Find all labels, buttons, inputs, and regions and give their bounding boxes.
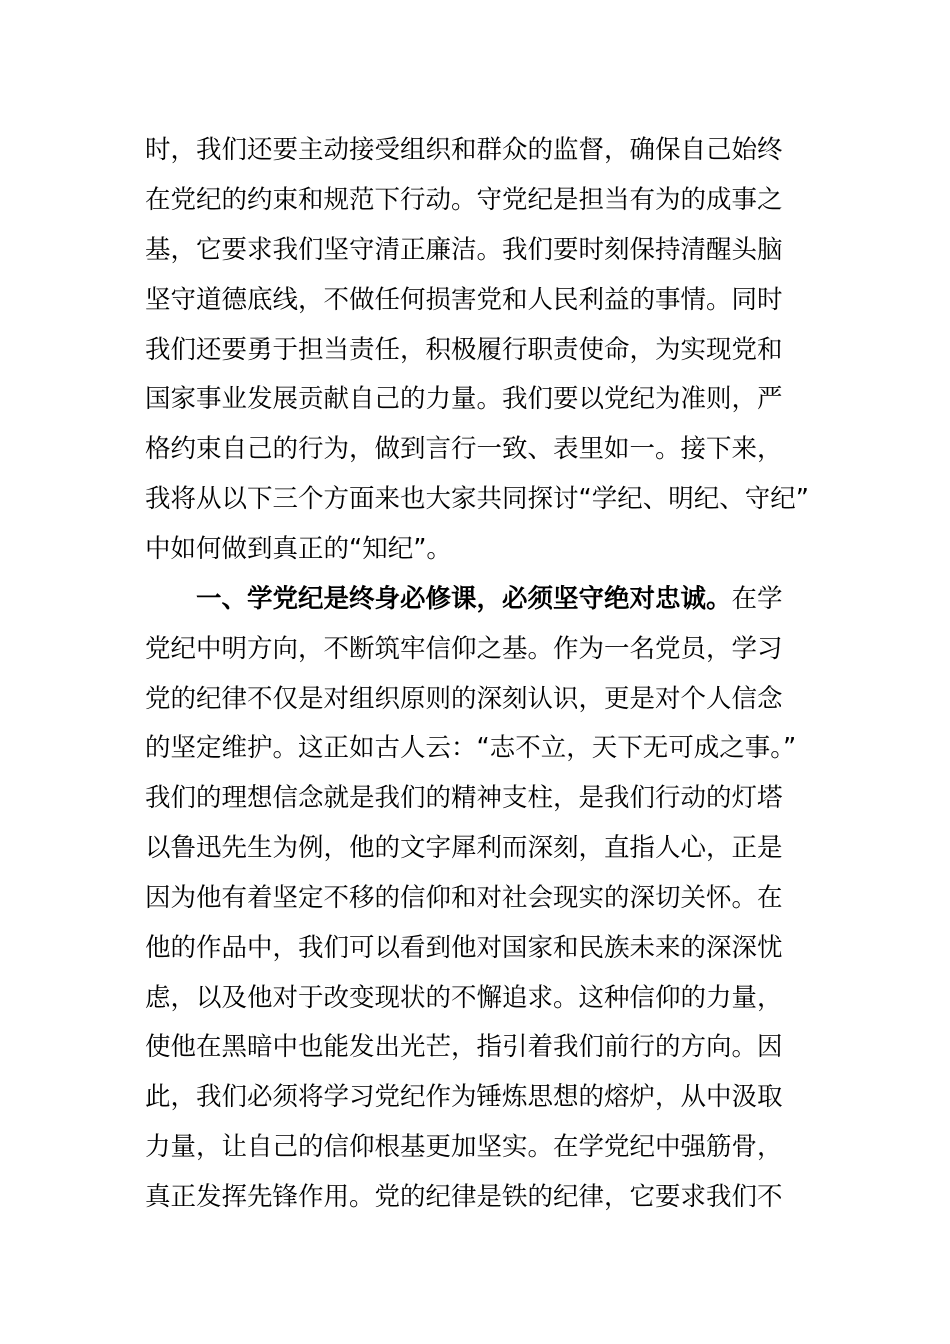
body-text-line: 以鲁迅先生为例，他的文字犀利而深刻，直指人心，正是 [145,833,783,863]
section-heading-tail: 在学 [731,584,783,614]
section-heading: 一、学党纪是终身必修课，必须坚守绝对忠诚。 [196,584,732,614]
body-text-line: 的坚定维护。这正如古人云：“志不立，天下无可成之事。” [145,733,797,763]
body-text-line: 中如何做到真正的“知纪”。 [145,534,452,564]
body-text-line: 虑，以及他对于改变现状的不懈追求。这种信仰的力量， [145,983,783,1013]
body-text-line: 基，它要求我们坚守清正廉洁。我们要时刻保持清醒头脑 [145,235,783,265]
body-text-line: 党纪中明方向，不断筑牢信仰之基。作为一名党员，学习 [145,634,783,664]
body-text-line: 国家事业发展贡献自己的力量。我们要以党纪为准则，严 [145,384,783,414]
body-text-line: 他的作品中，我们可以看到他对国家和民族未来的深深忧 [145,933,783,963]
body-text-line: 格约束自己的行为，做到言行一致、表里如一。接下来， [145,434,783,464]
body-text-line: 在党纪的约束和规范下行动。守党纪是担当有为的成事之 [145,185,783,215]
body-text-line: 力量，让自己的信仰根基更加坚实。在学党纪中强筋骨， [145,1132,783,1162]
body-text-line: 我将从以下三个方面来也大家共同探讨“学纪、明纪、守纪” [145,484,809,514]
body-text-line: 真正发挥先锋作用。党的纪律是铁的纪律，它要求我们不 [145,1182,783,1212]
body-text-line: 党的纪律不仅是对组织原则的深刻认识，更是对个人信念 [145,684,783,714]
body-text-line: 我们还要勇于担当责任，积极履行职责使命，为实现党和 [145,335,783,365]
body-text-line: 此，我们必须将学习党纪作为锤炼思想的熔炉，从中汲取 [145,1082,783,1112]
body-text-line: 因为他有着坚定不移的信仰和对社会现实的深切关怀。在 [145,883,783,913]
body-text-line: 使他在黑暗中也能发出光芒，指引着我们前行的方向。因 [145,1032,783,1062]
body-text-line: 时，我们还要主动接受组织和群众的监督，确保自己始终 [145,135,783,165]
body-text-line: 坚守道德底线，不做任何损害党和人民利益的事情。同时 [145,285,783,315]
body-text-line: 我们的理想信念就是我们的精神支柱，是我们行动的灯塔 [145,783,783,813]
section-heading-line [196,574,810,624]
